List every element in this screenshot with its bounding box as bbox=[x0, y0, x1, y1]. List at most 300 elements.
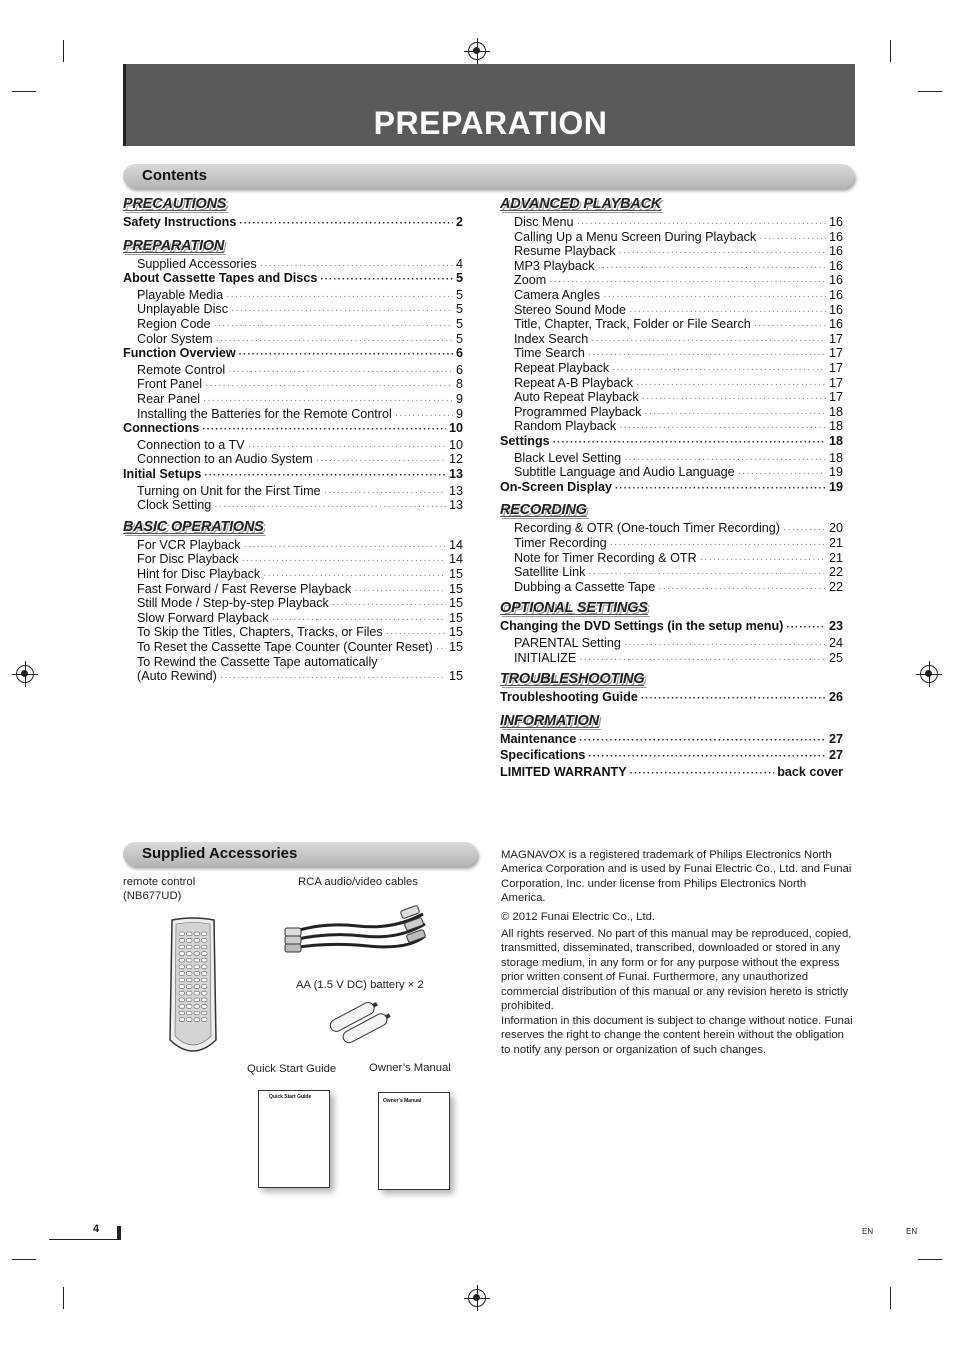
toc-entry-label: To Skip the Titles, Chapters, Tracks, or Files bbox=[137, 625, 383, 640]
change-notice-text: Information in this document is subject to change without notice. Funai reserves the right to change the content herein without the obligation to notify any person or organization of such changes. bbox=[501, 1015, 853, 1056]
remote-button bbox=[179, 1005, 185, 1009]
toc-page-number: 13 bbox=[448, 483, 463, 498]
manual-label: Owner’s Manual bbox=[369, 1062, 451, 1074]
toc-page-number: 10 bbox=[448, 421, 463, 436]
leader-dots bbox=[324, 487, 446, 498]
crop-mark bbox=[918, 91, 942, 92]
remote-button bbox=[187, 991, 193, 995]
toc-page-number: 15 bbox=[448, 567, 463, 581]
toc-page-number: 17 bbox=[828, 375, 843, 390]
toc-page-number: 5 bbox=[455, 271, 463, 286]
toc-entry[interactable] bbox=[514, 346, 843, 360]
toc-entry-label: Region Code bbox=[137, 317, 211, 331]
cables-label: RCA audio/video cables bbox=[298, 876, 418, 888]
toc-entry-label: To Reset the Cassette Tape Counter (Counter Reset) bbox=[137, 640, 433, 654]
toc-entry[interactable] bbox=[137, 452, 463, 466]
leader-dots bbox=[214, 320, 453, 331]
toc-entry[interactable] bbox=[514, 405, 843, 419]
toc-entry[interactable] bbox=[137, 302, 463, 316]
remote-button bbox=[179, 939, 185, 943]
toc-entry[interactable] bbox=[137, 317, 463, 331]
toc-page-number: 5 bbox=[455, 302, 463, 317]
toc-entry[interactable] bbox=[137, 257, 463, 271]
remote-button bbox=[202, 945, 208, 949]
leader-dots bbox=[248, 441, 446, 452]
toc-entry[interactable] bbox=[500, 732, 843, 746]
toc-entry-label: Stereo Sound Mode bbox=[514, 302, 627, 317]
leader-dots bbox=[577, 218, 826, 229]
leader-dots bbox=[588, 751, 826, 762]
remote-button bbox=[202, 978, 208, 982]
contents-heading: Contents bbox=[142, 167, 207, 184]
remote-button bbox=[179, 1018, 185, 1022]
toc-entry-label: Index Search bbox=[514, 331, 589, 346]
toc-entry-label: Playable Media bbox=[137, 287, 224, 302]
toc-entry[interactable] bbox=[514, 303, 843, 317]
toc-entry-label: Remote Control bbox=[137, 362, 226, 377]
section-heading: RECORDING bbox=[500, 502, 587, 519]
remote-button bbox=[194, 991, 200, 995]
toc-entry[interactable] bbox=[514, 451, 843, 465]
toc-page-number: 5 bbox=[455, 331, 463, 346]
qsg-label: Quick Start Guide bbox=[247, 1063, 337, 1075]
leader-dots bbox=[320, 274, 453, 285]
toc-page-number: 13 bbox=[448, 498, 463, 513]
toc-page-number: back cover bbox=[777, 765, 843, 779]
leader-dots bbox=[244, 541, 446, 552]
remote-button bbox=[202, 998, 208, 1002]
toc-entry[interactable] bbox=[137, 363, 463, 377]
remote-button bbox=[202, 991, 208, 995]
leader-dots bbox=[619, 422, 826, 433]
remote-button bbox=[194, 1005, 200, 1009]
remote-button bbox=[202, 932, 208, 936]
leader-dots bbox=[636, 379, 826, 390]
toc-entry-label: Rear Panel bbox=[137, 392, 201, 406]
leader-dots bbox=[579, 735, 826, 746]
toc-entry-label: Troubleshooting Guide bbox=[500, 690, 638, 705]
toc-page-number: 24 bbox=[828, 636, 843, 650]
remote-button bbox=[202, 1011, 208, 1015]
leader-dots bbox=[644, 408, 826, 419]
remote-button bbox=[187, 939, 193, 943]
toc-entry[interactable] bbox=[123, 346, 463, 360]
remote-button bbox=[179, 1011, 185, 1015]
toc-entry[interactable] bbox=[500, 619, 843, 633]
toc-page-number: 18 bbox=[828, 434, 843, 448]
leader-dots bbox=[226, 291, 453, 302]
toc-entry[interactable] bbox=[137, 332, 463, 346]
toc-page-number: 16 bbox=[828, 302, 843, 317]
toc-entry-label: PARENTAL Setting bbox=[514, 636, 621, 650]
toc-page-number: 17 bbox=[828, 390, 843, 405]
remote-button bbox=[194, 965, 200, 969]
section-heading: PREPARATION bbox=[123, 237, 225, 254]
toc-entry-label: Supplied Accessories bbox=[137, 256, 257, 271]
remote-button bbox=[179, 932, 185, 936]
leader-dots bbox=[619, 247, 826, 258]
rca-cables-icon bbox=[283, 902, 433, 964]
toc-entry[interactable] bbox=[500, 434, 843, 448]
toc-entry-label: Random Playback bbox=[514, 419, 617, 434]
toc-entry[interactable] bbox=[500, 765, 843, 779]
toc-page-number: 12 bbox=[448, 452, 463, 467]
toc-entry-label: Clock Setting bbox=[137, 498, 212, 513]
leader-dots bbox=[316, 455, 446, 466]
crop-mark bbox=[918, 1259, 942, 1260]
leader-dots bbox=[395, 410, 453, 421]
toc-page-number: 9 bbox=[455, 392, 463, 406]
toc-entry-label: Repeat A-B Playback bbox=[514, 375, 634, 390]
toc-entry[interactable] bbox=[514, 580, 843, 594]
qsg-cover-title: Quick Start Guide bbox=[269, 1094, 312, 1100]
toc-entry-label: For Disc Playback bbox=[137, 552, 239, 567]
remote-button bbox=[179, 978, 185, 982]
leader-dots bbox=[588, 349, 826, 360]
toc-left-column bbox=[123, 196, 463, 726]
toc-entry-label: Disc Menu bbox=[514, 215, 574, 229]
leader-dots bbox=[386, 628, 446, 639]
remote-label: remote control bbox=[123, 876, 196, 888]
toc-entry[interactable] bbox=[514, 259, 843, 273]
toc-page-number: 19 bbox=[828, 465, 843, 480]
toc-entry-label: Recording & OTR (One-touch Timer Recording) bbox=[514, 521, 780, 536]
toc-entry-label: Hint for Disc Playback bbox=[137, 567, 261, 581]
leader-dots bbox=[603, 291, 826, 302]
toc-page-number: 22 bbox=[828, 565, 843, 580]
toc-entry[interactable] bbox=[137, 288, 463, 302]
toc-entry-label: Turning on Unit for the First Time bbox=[137, 483, 321, 498]
toc-page-number: 18 bbox=[828, 404, 843, 419]
remote-button bbox=[202, 985, 208, 989]
toc-entry[interactable] bbox=[137, 582, 463, 596]
remote-button bbox=[194, 1011, 200, 1015]
page-number-marker bbox=[49, 1223, 121, 1240]
toc-entry-label: Black Level Setting bbox=[514, 450, 622, 465]
toc-page-number: 16 bbox=[828, 288, 843, 302]
chapter-title: PREPARATION bbox=[373, 105, 608, 141]
language-tag: EN bbox=[862, 1227, 874, 1236]
leader-dots bbox=[754, 320, 826, 331]
copyright-text: © 2012 Funai Electric Co., Ltd. bbox=[501, 911, 656, 923]
toc-entry-label: Function Overview bbox=[123, 346, 236, 361]
page-number: 4 bbox=[93, 1223, 100, 1235]
toc-page-number: 5 bbox=[455, 287, 463, 302]
toc-entry-label: Slow Forward Playback bbox=[137, 610, 269, 625]
remote-button bbox=[187, 998, 193, 1002]
toc-entry[interactable] bbox=[137, 596, 463, 610]
remote-button bbox=[187, 958, 193, 962]
remote-button bbox=[194, 952, 200, 956]
leader-dots bbox=[260, 260, 453, 271]
toc-entry[interactable] bbox=[514, 273, 843, 287]
toc-page-number: 21 bbox=[828, 536, 843, 550]
leader-dots bbox=[332, 599, 446, 610]
toc-entry[interactable] bbox=[514, 419, 843, 433]
remote-model: (NB677UD) bbox=[123, 890, 182, 902]
remote-button bbox=[187, 1005, 193, 1009]
toc-entry[interactable] bbox=[123, 421, 463, 435]
toc-page-number: 13 bbox=[448, 467, 463, 481]
remote-button bbox=[194, 939, 200, 943]
chapter-banner bbox=[123, 64, 855, 146]
toc-entry-label: LIMITED WARRANTY bbox=[500, 765, 627, 779]
toc-entry-label: Color System bbox=[137, 331, 213, 346]
toc-page-number: 20 bbox=[828, 521, 843, 536]
toc-page-number: 19 bbox=[828, 479, 843, 494]
leader-dots bbox=[214, 501, 446, 512]
toc-entry[interactable] bbox=[500, 748, 843, 762]
toc-entry[interactable] bbox=[514, 465, 843, 479]
leader-dots bbox=[263, 570, 446, 581]
leader-dots bbox=[216, 335, 453, 346]
toc-entry[interactable] bbox=[137, 407, 463, 421]
leader-dots bbox=[612, 364, 826, 375]
toc-entry-label: Unplayable Disc bbox=[137, 302, 228, 317]
remote-button bbox=[187, 985, 193, 989]
quick-start-guide-booklet bbox=[258, 1090, 330, 1188]
leader-dots bbox=[786, 622, 826, 633]
contents-heading-bar bbox=[123, 164, 854, 188]
leader-dots bbox=[436, 643, 446, 654]
toc-entry[interactable] bbox=[514, 376, 843, 390]
remote-button bbox=[202, 952, 208, 956]
toc-entry-label: Subtitle Language and Audio Language bbox=[514, 465, 735, 480]
toc-page-number: 14 bbox=[448, 552, 463, 567]
remote-button bbox=[187, 932, 193, 936]
toc-entry[interactable] bbox=[123, 467, 463, 481]
toc-page-number: 8 bbox=[455, 377, 463, 392]
toc-entry[interactable] bbox=[514, 230, 843, 244]
toc-entry[interactable] bbox=[137, 498, 463, 512]
leader-dots bbox=[239, 218, 453, 229]
remote-button bbox=[187, 965, 193, 969]
toc-page-number: 6 bbox=[455, 346, 463, 361]
toc-entry[interactable] bbox=[137, 640, 463, 654]
toc-entry-label: Dubbing a Cassette Tape bbox=[514, 579, 656, 594]
leader-dots bbox=[759, 233, 826, 244]
crop-mark bbox=[890, 1287, 891, 1309]
crop-mark bbox=[890, 40, 891, 62]
remote-button bbox=[194, 998, 200, 1002]
toc-entry-label: Settings bbox=[500, 434, 550, 448]
leader-dots bbox=[354, 585, 446, 596]
remote-button bbox=[179, 965, 185, 969]
toc-entry[interactable] bbox=[514, 215, 843, 229]
remote-button bbox=[187, 978, 193, 982]
toc-entry-label: Front Panel bbox=[137, 377, 203, 392]
toc-entry-label: Changing the DVD Settings (in the setup menu) bbox=[500, 619, 784, 634]
toc-entry-label: Safety Instructions bbox=[123, 215, 237, 229]
remote-button bbox=[194, 978, 200, 982]
toc-page-number: 15 bbox=[448, 625, 463, 640]
toc-entry-label: Calling Up a Menu Screen During Playback bbox=[514, 229, 757, 244]
battery-label: AA (1.5 V DC) battery × 2 bbox=[296, 979, 424, 991]
toc-entry[interactable] bbox=[137, 567, 463, 581]
toc-entry-label: For VCR Playback bbox=[137, 537, 241, 552]
remote-button bbox=[179, 958, 185, 962]
toc-entry[interactable] bbox=[137, 438, 463, 452]
toc-entry[interactable] bbox=[137, 625, 463, 639]
remote-button bbox=[202, 972, 208, 976]
leader-dots bbox=[630, 768, 775, 779]
toc-entry[interactable] bbox=[514, 651, 843, 665]
toc-entry-label: (Auto Rewind) bbox=[137, 669, 217, 684]
manual-cover-title: Owner’s Manual bbox=[383, 1098, 422, 1104]
leader-dots bbox=[228, 366, 453, 377]
toc-entry-label: To Rewind the Cassette Tape automatically bbox=[137, 654, 378, 669]
toc-entry[interactable] bbox=[514, 317, 843, 331]
toc-entry-label: Title, Chapter, Track, Folder or File Search bbox=[514, 317, 751, 332]
leader-dots bbox=[231, 305, 453, 316]
remote-button bbox=[179, 945, 185, 949]
toc-entry[interactable] bbox=[137, 392, 463, 406]
trademark-text: MAGNAVOX is a registered trademark of Philips Electronics North America Corporation and is used by Funai Electric Co., Ltd. and Funai Corporation, Inc. under license from Philips Electronics North America. bbox=[501, 849, 852, 905]
toc-entry[interactable] bbox=[137, 611, 463, 625]
toc-entry[interactable] bbox=[500, 690, 843, 704]
toc-entry-label: MP3 Playback bbox=[514, 258, 595, 273]
toc-entry[interactable] bbox=[137, 377, 463, 391]
toc-entry-label: Resume Playback bbox=[514, 244, 616, 259]
section-heading: OPTIONAL SETTINGS bbox=[500, 600, 648, 617]
section-heading: ADVANCED PLAYBACK bbox=[500, 196, 662, 212]
crop-mark bbox=[12, 1259, 36, 1260]
remote-button bbox=[194, 1018, 200, 1022]
remote-button bbox=[194, 985, 200, 989]
leader-dots bbox=[202, 424, 446, 435]
toc-entry[interactable] bbox=[514, 565, 843, 579]
toc-page-number: 14 bbox=[448, 537, 463, 552]
toc-entry[interactable] bbox=[137, 484, 463, 498]
leader-dots bbox=[205, 380, 453, 391]
toc-page-number: 26 bbox=[828, 690, 843, 705]
leader-dots bbox=[591, 335, 826, 346]
remote-button bbox=[202, 965, 208, 969]
leader-dots bbox=[203, 395, 453, 406]
toc-page-number: 27 bbox=[828, 748, 843, 763]
toc-entry-label: Connections bbox=[123, 421, 200, 436]
section-heading: PRECAUTIONS bbox=[123, 196, 227, 212]
registration-mark-icon bbox=[468, 42, 486, 60]
toc-entry-label: Camera Angles bbox=[514, 288, 601, 302]
toc-page-number: 16 bbox=[828, 258, 843, 273]
remote-button bbox=[179, 952, 185, 956]
remote-button bbox=[179, 998, 185, 1002]
remote-button bbox=[202, 1005, 208, 1009]
toc-page-number: 6 bbox=[455, 362, 463, 377]
accessories-heading-bar bbox=[123, 842, 477, 866]
toc-entry[interactable] bbox=[514, 244, 843, 258]
toc-entry-label: Specifications bbox=[500, 748, 586, 763]
remote-button bbox=[202, 958, 208, 962]
language-tag: EN bbox=[906, 1227, 918, 1236]
toc-entry[interactable] bbox=[514, 361, 843, 375]
remote-button bbox=[187, 945, 193, 949]
toc-entry-label: Installing the Batteries for the Remote Control bbox=[137, 406, 392, 421]
toc-page-number: 22 bbox=[828, 579, 843, 594]
toc-entry-label: Initial Setups bbox=[123, 467, 202, 481]
toc-entry[interactable] bbox=[500, 480, 843, 494]
toc-entry[interactable] bbox=[123, 215, 463, 229]
toc-page-number: 27 bbox=[828, 731, 843, 746]
toc-page-number: 16 bbox=[828, 229, 843, 244]
toc-entry-label: Maintenance bbox=[500, 731, 577, 746]
remote-button bbox=[187, 972, 193, 976]
crop-mark bbox=[12, 91, 36, 92]
toc-entry[interactable] bbox=[137, 552, 463, 566]
toc-entry-label: Still Mode / Step-by-step Playback bbox=[137, 596, 329, 611]
toc-entry-label: Connection to an Audio System bbox=[137, 452, 313, 467]
owners-manual-booklet bbox=[378, 1092, 450, 1190]
toc-entry-label: Auto Repeat Playback bbox=[514, 390, 639, 405]
toc-entry-label: Zoom bbox=[514, 273, 547, 288]
toc-page-number: 16 bbox=[828, 215, 843, 229]
toc-page-number: 4 bbox=[455, 256, 463, 271]
toc-entry-label: Note for Timer Recording & OTR bbox=[514, 550, 697, 565]
leader-dots bbox=[641, 693, 826, 704]
section-heading: BASIC OPERATIONS bbox=[123, 518, 264, 535]
section-heading: INFORMATION bbox=[500, 712, 600, 729]
remote-button bbox=[179, 985, 185, 989]
toc-page-number: 17 bbox=[828, 331, 843, 346]
leader-dots bbox=[624, 639, 826, 650]
toc-entry-label: Satellite Link bbox=[514, 565, 586, 580]
toc-entry-label: Time Search bbox=[514, 346, 585, 361]
toc-entry[interactable] bbox=[514, 332, 843, 346]
toc-entry[interactable] bbox=[514, 551, 843, 565]
remote-button bbox=[187, 1018, 193, 1022]
toc-page-number: 5 bbox=[455, 317, 463, 331]
registration-mark-icon bbox=[16, 665, 34, 683]
remote-button bbox=[194, 958, 200, 962]
toc-entry-label: Connection to a TV bbox=[137, 437, 245, 452]
leader-dots bbox=[610, 539, 826, 550]
leader-dots bbox=[204, 470, 446, 481]
registration-mark-icon bbox=[468, 1289, 486, 1307]
toc-page-number: 18 bbox=[828, 419, 843, 434]
toc-page-number: 25 bbox=[828, 650, 843, 665]
toc-page-number: 9 bbox=[455, 406, 463, 421]
remote-button bbox=[179, 991, 185, 995]
toc-entry[interactable] bbox=[137, 538, 463, 552]
toc-entry-label: Fast Forward / Fast Reverse Playback bbox=[137, 581, 352, 596]
remote-button bbox=[202, 939, 208, 943]
toc-entry[interactable] bbox=[514, 536, 843, 550]
toc-page-number: 15 bbox=[448, 596, 463, 611]
remote-button bbox=[187, 952, 193, 956]
toc-page-number: 16 bbox=[828, 317, 843, 332]
toc-entry[interactable] bbox=[514, 521, 843, 535]
leader-dots bbox=[220, 672, 446, 683]
crop-mark bbox=[63, 1287, 64, 1309]
toc-right-column bbox=[500, 196, 843, 826]
leader-dots bbox=[579, 654, 826, 665]
leader-dots bbox=[588, 568, 826, 579]
leader-dots bbox=[615, 483, 826, 494]
toc-entry-label: Repeat Playback bbox=[514, 361, 610, 375]
remote-button bbox=[194, 945, 200, 949]
toc-entry[interactable] bbox=[123, 271, 463, 285]
leader-dots bbox=[549, 276, 826, 287]
toc-entry[interactable] bbox=[514, 288, 843, 302]
leader-dots bbox=[553, 437, 826, 448]
toc-page-number: 16 bbox=[828, 244, 843, 259]
leader-dots bbox=[624, 454, 826, 465]
toc-entry[interactable] bbox=[514, 636, 843, 650]
toc-entry[interactable] bbox=[137, 654, 463, 684]
registration-mark-icon bbox=[920, 665, 938, 683]
toc-entry[interactable] bbox=[514, 390, 843, 404]
